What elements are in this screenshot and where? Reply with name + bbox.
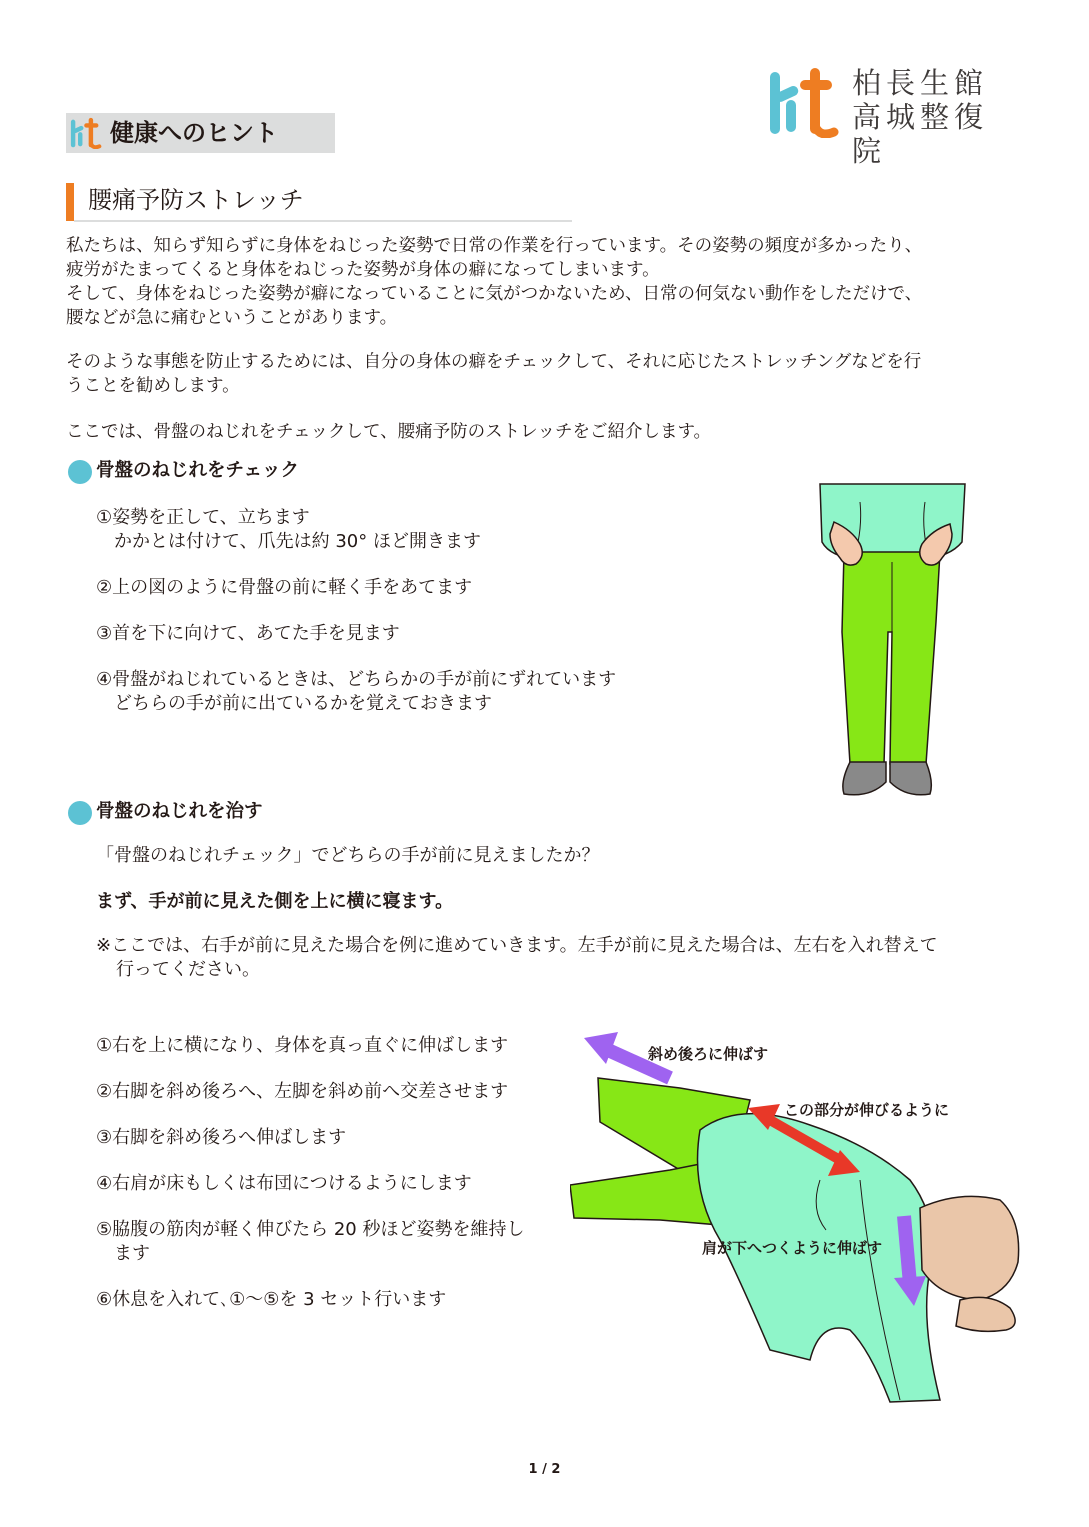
check-title: 骨盤のねじれをチェック: [96, 460, 299, 481]
fix-step: ④右肩が床もしくは布団につけるようにします: [96, 1173, 472, 1194]
brand-logo: [768, 66, 1018, 168]
annotation-shoulder-down: 肩が下へつくように伸ばす: [702, 1239, 883, 1257]
annotation-stretch-back: 斜め後ろに伸ばす: [648, 1045, 769, 1063]
intro-paragraph-2: [66, 350, 1026, 398]
section-divider: [74, 220, 572, 222]
check-step: ④骨盤がねじれているときは、どちらかの手が前にずれています どちらの手が前に出ているかを覚えておきます: [96, 669, 617, 714]
intro-line: 私たちは、知らず知らずに身体をねじった姿勢で日常の作業を行っています。その姿勢の頻度が多かったり、: [66, 236, 923, 256]
intro-line: そして、身体をねじった姿勢が癖になっていることに気がつかないため、日常の何気ない動作をしただけで、: [66, 284, 923, 304]
bullet-dot-icon: [68, 460, 92, 484]
standing-figure-illustration: [800, 482, 980, 800]
fix-step: ②右脚を斜め後ろへ、左脚を斜め前へ交差させます: [96, 1081, 509, 1102]
fix-step: ③右脚を斜め後ろへ伸ばします: [96, 1127, 347, 1148]
fix-question: 「骨盤のねじれチェック」でどちらの手が前に見えましたか？: [96, 845, 600, 866]
intro-line: 疲労がたまってくると身体をねじった姿勢が身体の癖になってしまいます。: [66, 260, 660, 280]
page-title: 健康へのヒント: [110, 119, 278, 147]
check-step: ③首を下に向けて、あてた手を見ます: [96, 623, 400, 644]
kt-logo-icon: [70, 117, 102, 149]
check-step: ②上の図のように骨盤の前に軽く手をあてます: [96, 577, 473, 598]
kt-logo-icon: [768, 66, 840, 138]
intro-paragraph-1: [66, 234, 1026, 330]
hint-banner: [66, 113, 335, 153]
intro-line: 腰などが急に痛むということがあります。: [66, 308, 398, 328]
section-title: 腰痛予防ストレッチ: [88, 186, 304, 214]
intro-paragraph-3: ここでは、骨盤のねじれをチェックして、腰痛予防のストレッチをご紹介します。: [66, 422, 712, 442]
fix-step: ⑥休息を入れて､①～⑤を 3 セット行います: [96, 1289, 447, 1310]
annotation-stretch-part: この部分が伸びるように: [784, 1101, 950, 1119]
intro-line: うことを勧めします。: [66, 376, 240, 396]
fix-note-line: ※ここでは、右手が前に見えた場合を例に進めていきます。左手が前に見えた場合は、左右を入れ替えて: [96, 935, 938, 956]
brand-name-line1: 柏長生館: [852, 66, 989, 100]
lying-stretch-illustration: [570, 1030, 1030, 1410]
bullet-dot-icon: [68, 801, 92, 825]
fix-title: 骨盤のねじれを治す: [96, 801, 263, 822]
fix-step: ①右を上に横になり、身体を真っ直ぐに伸ばします: [96, 1035, 509, 1056]
section-accent-bar: [66, 183, 74, 221]
fix-note: [96, 934, 938, 982]
brand-name-line2: 高城整復院: [852, 100, 989, 168]
check-step: ①姿勢を正して、立ちます かかとは付けて、爪先は約 30° ほど開きます: [96, 507, 481, 552]
fix-instruction: まず、手が前に見えた側を上に横に寝ます。: [96, 891, 454, 912]
fix-step: ⑤脇腹の筋肉が軽く伸びたら 20 秒ほど姿勢を維持し ます: [96, 1219, 525, 1264]
fix-note-line: 行ってください。: [116, 959, 260, 980]
page-number: 1 / 2: [528, 1462, 561, 1477]
brand-name: [852, 66, 1018, 168]
intro-line: そのような事態を防止するためには、自分の身体の癖をチェックして、それに応じたストレッチングなどを行: [66, 352, 922, 372]
